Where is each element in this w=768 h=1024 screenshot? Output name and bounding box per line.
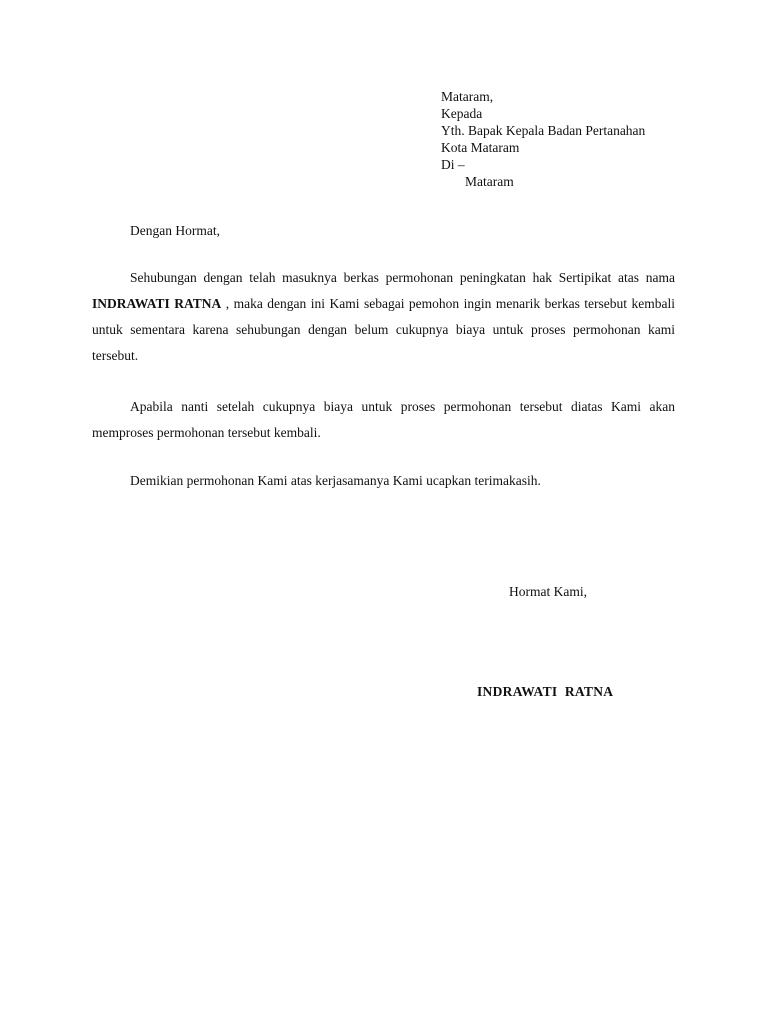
signatory-name: INDRAWATI RATNA [477, 684, 614, 699]
paragraph-2: Apabila nanti setelah cukupnya biaya untuk proses permohonan tersebut diatas Kami akan memproses permohonan tersebut kembali. [92, 399, 675, 440]
paragraph-1-intro: Sehubungan dengan telah masuknya berkas permohonan peningkatan hak Sertipikat atas nama [130, 270, 675, 285]
recipient-city: Kota Mataram [441, 140, 520, 155]
paragraph-1-rest: , maka dengan ini Kami sebagai pemohon ingin menarik berkas tersebut kembali untuk sementara karena sehubungan dengan belum cukupnya biaya untuk proses permohonan kami tersebut. [92, 296, 676, 363]
paragraph-1 [92, 265, 675, 369]
paragraph-3-block [92, 468, 675, 494]
recipient-address-block [441, 88, 645, 190]
greeting-block [92, 218, 675, 244]
paragraph-2-block [92, 394, 675, 446]
paragraph-3: Demikian permohonan Kami atas kerjasamanya Kami ucapkan terimakasih. [130, 473, 541, 488]
at-label: Di – [441, 157, 465, 172]
greeting: Dengan Hormat, [130, 223, 220, 238]
to-label: Kepada [441, 106, 483, 121]
applicant-name: INDRAWATI RATNA [92, 296, 222, 311]
place-date: Mataram, [441, 89, 494, 104]
recipient-title: Yth. Bapak Kepala Badan Pertanahan [441, 123, 646, 138]
closing-salutation: Hormat Kami, [509, 584, 587, 599]
at-city: Mataram [465, 174, 514, 189]
paragraph-1-block [92, 265, 675, 369]
